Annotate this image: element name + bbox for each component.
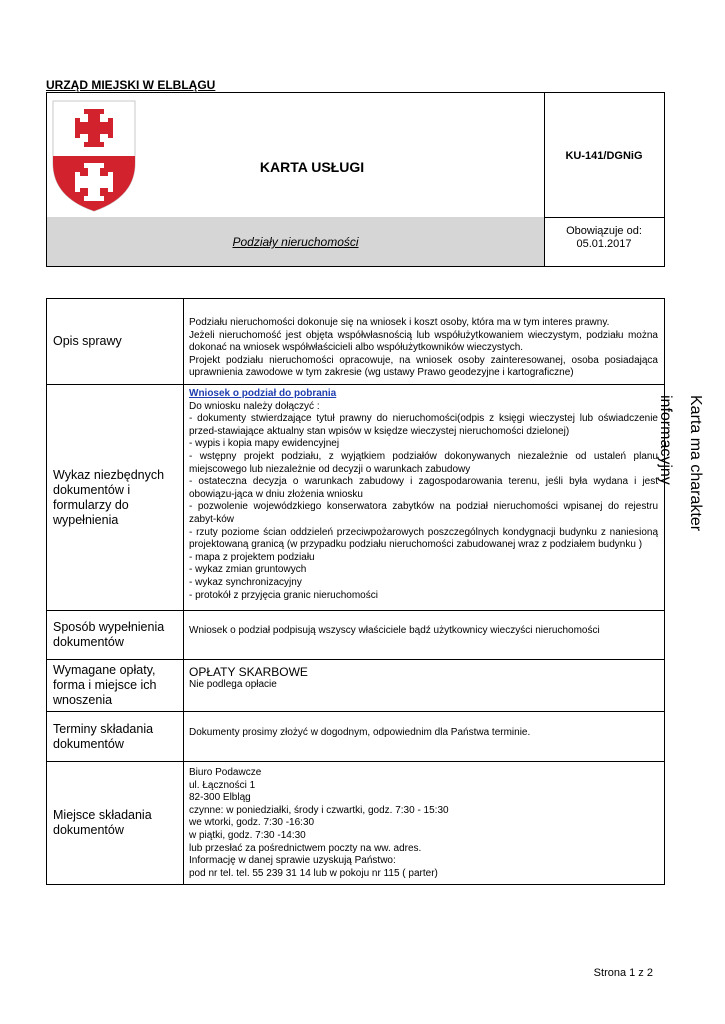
opis-line: Projekt podziału nieruchomości opracowuje, na wniosek osoby zainteresowanej, osoba posiadająca uprawnienia zawodowe w tym zakresie (wg ustawy Prawo geodezyjne i kartograficzne) (189, 354, 658, 379)
row-terminy (47, 712, 665, 762)
opis-line: Podziału nieruchomości dokonuje się na wniosek i koszt osoby, która ma w tym interes prawny. (189, 317, 610, 328)
wykaz-item: - rzuty poziome ścian oddzieleń przeciwpożarowych poszczególnych kondygnacji budynku z naniesioną projektowaną granicą (w przypadku podziału nieruchomości zabudowanej wraz z podziałem budynku ) (189, 526, 658, 551)
label-opis: Opis sprawy (47, 299, 184, 385)
label-wykaz: Wykaz niezbędnych dokumentów i formularzy do wypełnienia (47, 385, 184, 611)
row-oplaty (47, 660, 665, 712)
elblag-crest-icon (49, 97, 139, 215)
header-table (46, 92, 665, 267)
application-download-link[interactable]: Wniosek o podział do pobrania (189, 388, 337, 399)
miejsce-line: czynne: w poniedziałki, środy i czwartki, godz. 7:30 - 15:30 (189, 804, 449, 816)
service-table (46, 298, 665, 885)
wykaz-item: - protokół z przyjęcia granic nieruchomości (189, 589, 378, 601)
wykaz-item: - dokumenty stwierdzające tytuł prawny do nieruchomości(odpis z księgi wieczystej lub oświadczenie przed-stawiające aktualny stan wpisów w księdze wieczystej nieruchomości dzielonej) (189, 413, 658, 437)
miejsce-line: we wtorki, godz. 7:30 -16:30 (189, 817, 315, 829)
oplaty-text: Nie podlega opłacie (189, 679, 277, 690)
wykaz-item: - mapa z projektem podziału (189, 551, 315, 563)
row-opis (47, 299, 665, 385)
card-code: KU-141/DGNiG (565, 150, 643, 162)
wykaz-item: - wykaz zmian gruntowych (189, 564, 307, 576)
label-miejsce: Miejsce składania dokumentów (47, 762, 184, 885)
content-sposob: Wniosek o podział podpisują wszyscy właściciele bądź użytkownicy wieczyści nieruchomości (184, 611, 665, 660)
header-date-cell (544, 217, 664, 266)
label-sposob: Sposób wypełnienia dokumentów (47, 611, 184, 660)
content-terminy: Dokumenty prosimy złożyć w dogodnym, odpowiednim dla Państwa terminie. (184, 712, 665, 762)
content-miejsce (184, 762, 665, 885)
valid-from-date: 05.01.2017 (576, 238, 632, 250)
page-number: Strona 1 z 2 (593, 967, 653, 979)
row-miejsce (47, 762, 665, 885)
header-subject-cell (47, 217, 545, 266)
opis-line: Jeżeli nieruchomość jest objęta współwłasnością lub współużytkowaniem wieczystym, podziału można dokonać na wniosek współwłaścicieli albo współużytkowników wieczystych. (189, 329, 658, 354)
miejsce-line: lub przesłać za pośrednictwem poczty na ww. adres. (189, 842, 422, 854)
miejsce-line: pod nr tel. tel. 55 239 31 14 lub w pokoju nr 115 ( parter) (189, 867, 438, 879)
wykaz-item: - wykaz synchronizacyjny (189, 576, 302, 588)
wykaz-item: - ostateczna decyzja o warunkach zabudowy i zagospodarowania terenu, jeśli była wydana i jest obowiązu-jąca w dniu złożenia wniosku (189, 476, 658, 500)
card-title: KARTA USŁUGI (259, 159, 365, 175)
header-logo-cell (47, 93, 545, 218)
row-wykaz (47, 385, 665, 611)
side-note: Karta ma charakter informacyjny (657, 395, 704, 532)
wykaz-item: - wypis i kopia mapy ewidencyjnej (189, 438, 340, 450)
miejsce-line: w piątki, godz. 7:30 -14:30 (189, 829, 306, 841)
wykaz-item: - pozwolenie wojewódzkiego konserwatora zabytków na podział nieruchomości wpisanej do rejestru zabyt-ków (189, 501, 658, 525)
office-name: URZĄD MIEJSKI W ELBLĄGU (46, 78, 216, 92)
content-opis (184, 299, 665, 385)
oplaty-heading: OPŁATY SKARBOWE (189, 665, 308, 679)
miejsce-line: 82-300 Elbląg (189, 792, 251, 804)
miejsce-line: Biuro Podawcze (189, 767, 262, 778)
row-sposob (47, 611, 665, 660)
card-subject: Podziały nieruchomości (232, 235, 359, 249)
wykaz-intro: Do wniosku należy dołączyć : (189, 400, 320, 412)
valid-from-label: Obowiązuje od: (566, 225, 642, 237)
content-wykaz (184, 385, 665, 611)
miejsce-line: Informację w danej sprawie uzyskują Państwo: (189, 855, 396, 867)
label-terminy: Terminy składania dokumentów (47, 712, 184, 762)
miejsce-line: ul. Łączności 1 (189, 779, 256, 791)
content-oplaty (184, 660, 665, 712)
label-oplaty: Wymagane opłaty, forma i miejsce ich wnoszenia (47, 660, 184, 712)
header-code-cell (544, 93, 664, 218)
wykaz-item: - wstępny projekt podziału, z wyjątkiem podziałów dokonywanych niezależnie od ustaleń planu miejscowego lub niezależnie od decyzji o warunkach zabudowy (189, 450, 658, 475)
